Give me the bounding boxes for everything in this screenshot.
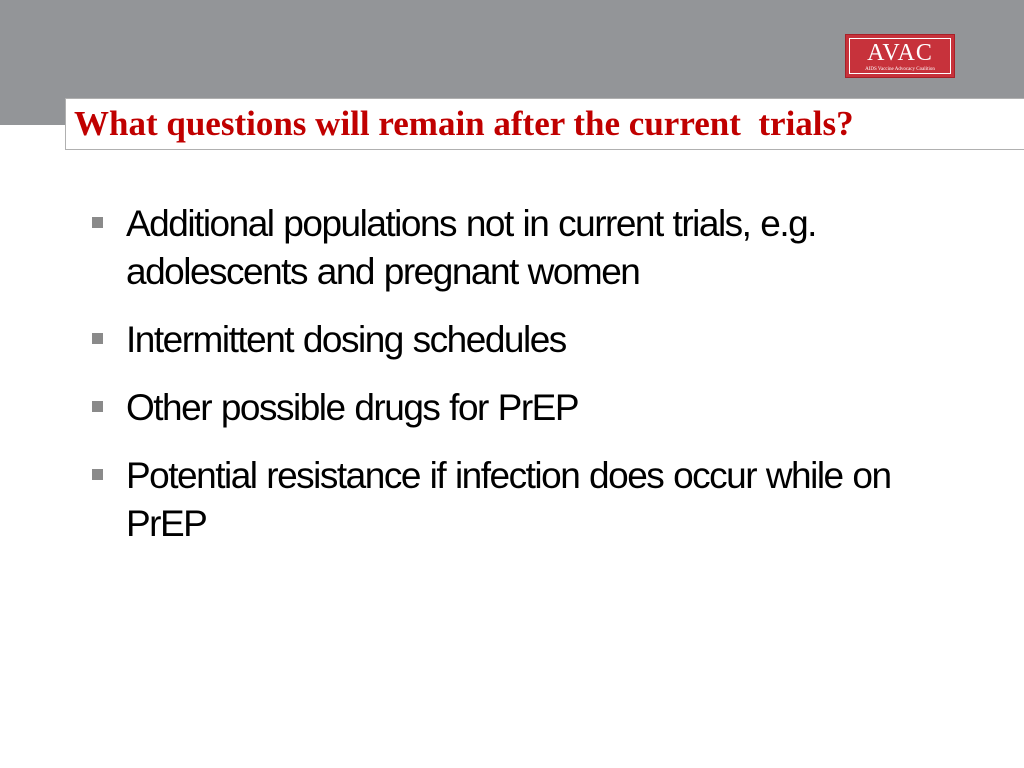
bullet-item bbox=[90, 200, 950, 296]
bullet-text: Intermittent dosing schedules bbox=[126, 319, 566, 360]
square-bullet-icon bbox=[92, 401, 103, 412]
square-bullet-icon bbox=[92, 469, 103, 480]
bullet-item bbox=[90, 316, 950, 364]
square-bullet-icon bbox=[92, 217, 103, 228]
slide-title: What questions will remain after the current trials? bbox=[74, 104, 854, 143]
bullet-text: Additional populations not in current trials, e.g. adolescents and pregnant women bbox=[126, 203, 816, 292]
logo-name: AVAC bbox=[867, 40, 933, 66]
title-box bbox=[65, 98, 1024, 150]
bullet-list bbox=[90, 200, 950, 568]
avac-logo bbox=[845, 34, 955, 78]
logo-frame bbox=[849, 38, 951, 74]
bullet-text: Other possible drugs for PrEP bbox=[126, 387, 578, 428]
bullet-item bbox=[90, 384, 950, 432]
logo-tagline: AIDS Vaccine Advocacy Coalition bbox=[865, 67, 935, 72]
square-bullet-icon bbox=[92, 333, 103, 344]
bullet-text: Potential resistance if infection does occur while on PrEP bbox=[126, 455, 891, 544]
bullet-item bbox=[90, 452, 950, 548]
